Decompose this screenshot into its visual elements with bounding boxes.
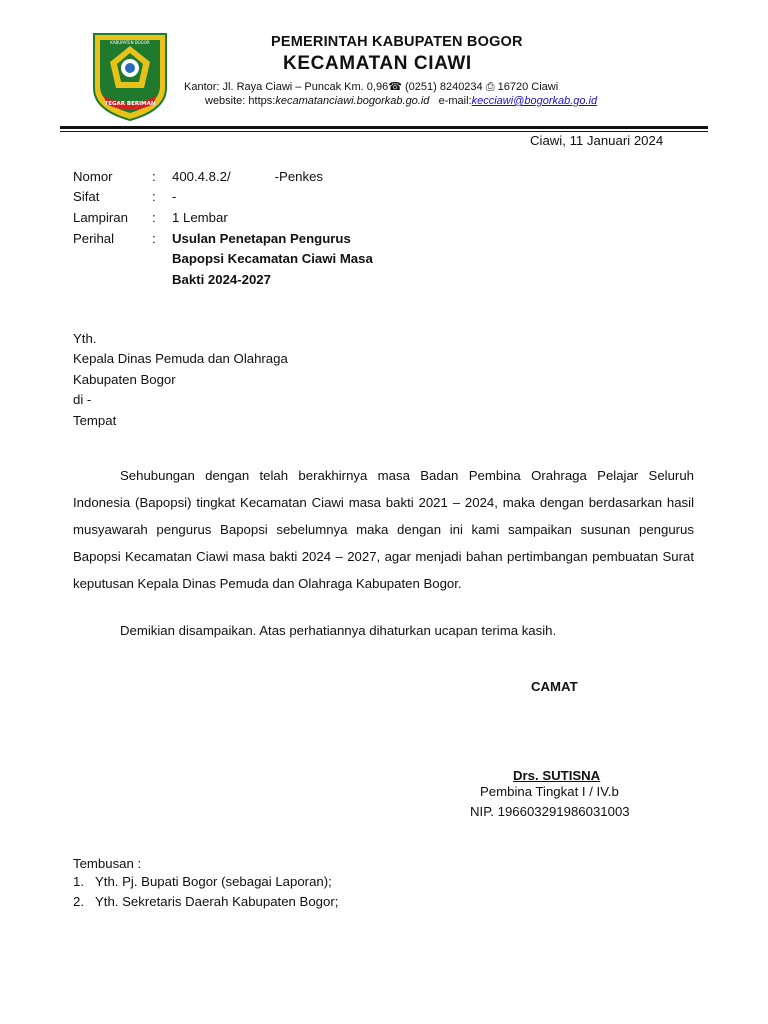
list-item-text: Yth. Pj. Bupati Bogor (sebagai Laporan); [95, 874, 332, 889]
nomor-value: 400.4.8.2/ -Penkes [172, 169, 324, 184]
nomor-label: Nomor [73, 169, 113, 184]
contact-line [205, 95, 597, 107]
recipient-region: Kabupaten Bogor [73, 372, 176, 387]
perihal-line-1: Usulan Penetapan Pengurus [172, 231, 351, 246]
address-line [184, 80, 558, 94]
recipient-title: Kepala Dinas Pemuda dan Olahraga [73, 351, 288, 366]
body-paragraph-2: Demikian disampaikan. Atas perhatiannya dihaturkan ucapan terima kasih. [120, 623, 557, 638]
sifat-value: - [172, 189, 177, 204]
list-item-number: 1. [73, 874, 84, 889]
list-item [73, 892, 338, 912]
logo-motto-text: TEGAR BERIMAN [104, 101, 156, 107]
list-item-number: 2. [73, 894, 84, 909]
signature-rank: Pembina Tingkat I / IV.b [480, 784, 619, 799]
recipient-place: Tempat [73, 413, 117, 428]
perihal-line-3: Bakti 2024-2027 [172, 272, 271, 287]
tembusan-list [73, 872, 338, 912]
sifat-label: Sifat [73, 189, 100, 204]
perihal-label: Perihal [73, 231, 115, 246]
body-paragraph-1: Sehubungan dengan telah berakhirnya masa Badan Pembina Orahraga Pelajar Seluruh Indonesia (Bapopsi) tingkat Kecamatan Ciawi masa bakti 2021 – 2024, maka dengan berdasarkan hasil musyawarah pengurus Bapopsi sebelumnya maka dengan ini kami sampaikan susunan pengurus Bapopsi Kecamatan Ciawi masa bakti 2024 – 2027, agar menjadi bahan pertimbangan pembuatan Surat keputusan Kepala Dinas Pemuda dan Olahraga Kabupaten Bogor. [73, 468, 694, 591]
recipient-at: di - [73, 392, 92, 407]
website-link[interactable]: kecamatanciawi.bogorkab.go.id [275, 95, 430, 107]
header-rule-thin [60, 131, 708, 132]
signature-title: CAMAT [531, 679, 578, 694]
postal-code: 16720 Ciawi [497, 81, 559, 93]
sifat-colon: : [152, 189, 156, 204]
email-link[interactable]: kecciawi@bogorkab.go.id [471, 95, 598, 107]
signature-name: Drs. SUTISNA [513, 768, 601, 783]
office-name: KECAMATAN CIAWI [283, 53, 472, 74]
email-label: e-mail: [438, 95, 472, 107]
regency-logo [90, 30, 170, 124]
list-item [73, 872, 338, 892]
perihal-colon: : [152, 231, 156, 246]
phone-number: (0251) 8240234 [404, 81, 483, 93]
government-name: PEMERINTAH KABUPATEN BOGOR [271, 34, 523, 50]
signature-nip: NIP. 196603291986031003 [470, 804, 630, 819]
list-item-text: Yth. Sekretaris Daerah Kabupaten Bogor; [95, 894, 339, 909]
header-rule-thick [60, 126, 708, 129]
lampiran-colon: : [152, 210, 156, 225]
tembusan-heading: Tembusan : [73, 856, 142, 871]
nomor-colon: : [152, 169, 156, 184]
address-text: Kantor: Jl. Raya Ciawi – Puncak Km. 0,96 [184, 81, 389, 93]
lampiran-value: 1 Lembar [172, 210, 228, 225]
letter-date: Ciawi, 11 Januari 2024 [530, 133, 664, 148]
recipient-salutation: Yth. [73, 331, 97, 346]
perihal-line-2: Bapopsi Kecamatan Ciawi Masa [172, 251, 373, 266]
phone-icon: ☎ [388, 81, 402, 93]
fax-icon: ⎙ [485, 81, 495, 93]
website-label: website: https: [205, 95, 276, 107]
lampiran-label: Lampiran [73, 210, 128, 225]
logo-top-text: KABUPATEN BOGOR [110, 40, 150, 45]
